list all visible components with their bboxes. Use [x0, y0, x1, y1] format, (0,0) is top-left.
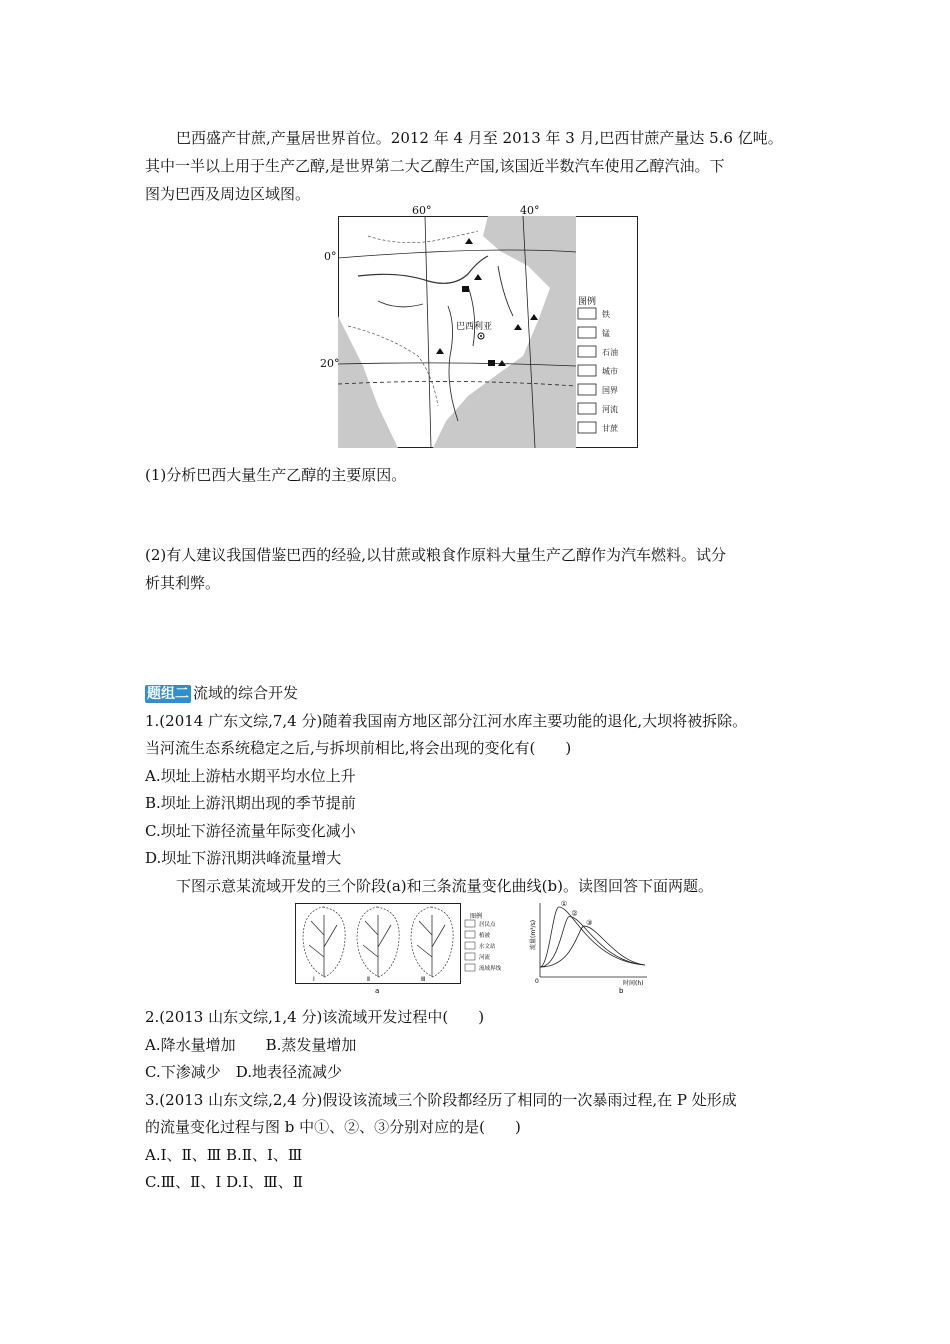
fig-legend-label: 水文站: [479, 944, 496, 950]
manganese-symbol: [462, 286, 469, 292]
legend-title: 图例: [578, 297, 597, 307]
problem-1-line-1: 1.(2014 广东文综,7,4 分)随着我国南方地区部分江河水库主要功能的退化,大坝将被拆除。: [145, 712, 748, 730]
fig-legend-label: 植被: [479, 933, 491, 939]
curve-label: ②: [571, 909, 578, 918]
fig-legend-title: 图例: [470, 913, 483, 920]
lon-40-label: 40°: [520, 204, 540, 217]
figure-stem: 下图示意某流域开发的三个阶段(a)和三条流量变化曲线(b)。读图回答下面两题。: [176, 877, 713, 895]
option-a: A.坝址上游枯水期平均水位上升: [145, 767, 356, 785]
problem-2-options-cd: C.下渗减少 D.地表径流减少: [145, 1063, 342, 1081]
fig-legend-swatch: [465, 920, 475, 927]
map-legend-label: 甘蔗: [602, 424, 618, 433]
map-legend-label: 国界: [602, 386, 618, 395]
problem-3-options-cd: C.Ⅲ、Ⅱ、Ⅰ D.Ⅰ、Ⅲ、Ⅱ: [145, 1173, 303, 1191]
question-2-line-1: (2)有人建议我国借鉴巴西的经验,以甘蔗或粮食作原料大量生产乙醇作为汽车燃料。试分: [145, 546, 727, 564]
map-legend-label: 锰: [602, 329, 610, 338]
map-legend-swatch: [578, 365, 596, 376]
map-legend-swatch: [578, 346, 596, 357]
question-2-line-2: 析其利弊。: [145, 574, 221, 592]
map-legend-swatch: [578, 422, 596, 433]
curve-label: ③: [586, 919, 593, 928]
brazil-map: [338, 216, 638, 448]
section-title: 流域的综合开发: [193, 684, 299, 702]
question-1: (1)分析巴西大量生产乙醇的主要原因。: [145, 466, 407, 484]
fig-legend-swatch: [465, 953, 475, 960]
y-axis-label: 流量(m³/s): [530, 919, 537, 950]
lat-20-label: 20°: [320, 357, 340, 370]
map-legend-label: 城市: [602, 367, 618, 376]
figure-a-label: a: [375, 987, 380, 995]
watershed-figures: [295, 895, 653, 995]
city-symbol-dot: [480, 335, 482, 337]
fig-legend-label: 流域界线: [479, 966, 502, 972]
lon-60-label: 60°: [412, 204, 432, 217]
map-legend-swatch: [578, 384, 596, 395]
fig-legend-swatch: [465, 964, 475, 971]
problem-3-line-1: 3.(2013 山东文综,2,4 分)假设该流域三个阶段都经历了相同的一次暴雨过程,在 P 处形成: [145, 1091, 737, 1109]
lat-0-label: 0°: [324, 250, 337, 263]
section-badge: 题组二: [147, 686, 189, 702]
manganese-symbol: [488, 360, 495, 366]
problem-2-options-ab: A.降水量增加 B.蒸发量增加: [145, 1036, 357, 1054]
problem-3-line-2: 的流量变化过程与图 b 中①、②、③分别对应的是( ): [145, 1118, 521, 1136]
flow-curve-3: [540, 926, 645, 967]
stage-label: Ⅰ: [313, 976, 315, 983]
fig-legend-label: 居民点: [479, 922, 496, 928]
axis-origin: 0: [535, 978, 539, 985]
map-legend-label: 石油: [602, 348, 618, 357]
option-c: C.坝址下游径流量年际变化减小: [145, 822, 356, 840]
fig-legend-label: 河流: [479, 955, 491, 961]
capital-label: 巴西利亚: [456, 322, 493, 332]
problem-3-options-ab: A.Ⅰ、Ⅱ、Ⅲ B.Ⅱ、Ⅰ、Ⅲ: [145, 1146, 303, 1164]
x-axis-label: 时间(h): [623, 980, 644, 987]
fig-legend-swatch: [465, 942, 475, 949]
map-legend-label: 铁: [602, 310, 610, 319]
flow-curve-1: [540, 907, 645, 967]
map-legend-swatch: [578, 327, 596, 338]
map-legend-label: 河流: [602, 405, 618, 414]
option-d: D.坝址下游汛期洪峰流量增大: [145, 849, 342, 867]
stage-label: Ⅱ: [367, 976, 370, 983]
intro-line-3: 图为巴西及周边区域图。: [145, 185, 311, 203]
problem-2-stem: 2.(2013 山东文综,1,4 分)该流域开发过程中( ): [145, 1008, 485, 1026]
stage-label: Ⅲ: [421, 976, 426, 983]
fig-legend-swatch: [465, 931, 475, 938]
intro-line-1: 巴西盛产甘蔗,产量居世界首位。2012 年 4 月至 2013 年 3 月,巴西甘蔗产量达 5.6 亿吨。: [176, 129, 783, 147]
option-b: B.坝址上游汛期出现的季节提前: [145, 794, 356, 812]
map-legend-swatch: [578, 308, 596, 319]
section-header: [145, 683, 298, 703]
curve-label: ①: [560, 900, 568, 908]
intro-line-2: 其中一半以上用于生产乙醇,是世界第二大乙醇生产国,该国近半数汽车使用乙醇汽油。下: [145, 157, 725, 175]
problem-1-line-2: 当河流生态系统稳定之后,与拆坝前相比,将会出现的变化有( ): [145, 739, 572, 757]
map-legend-swatch: [578, 403, 596, 414]
flow-curve-2: [540, 917, 645, 967]
figure-b-label: b: [619, 987, 624, 995]
